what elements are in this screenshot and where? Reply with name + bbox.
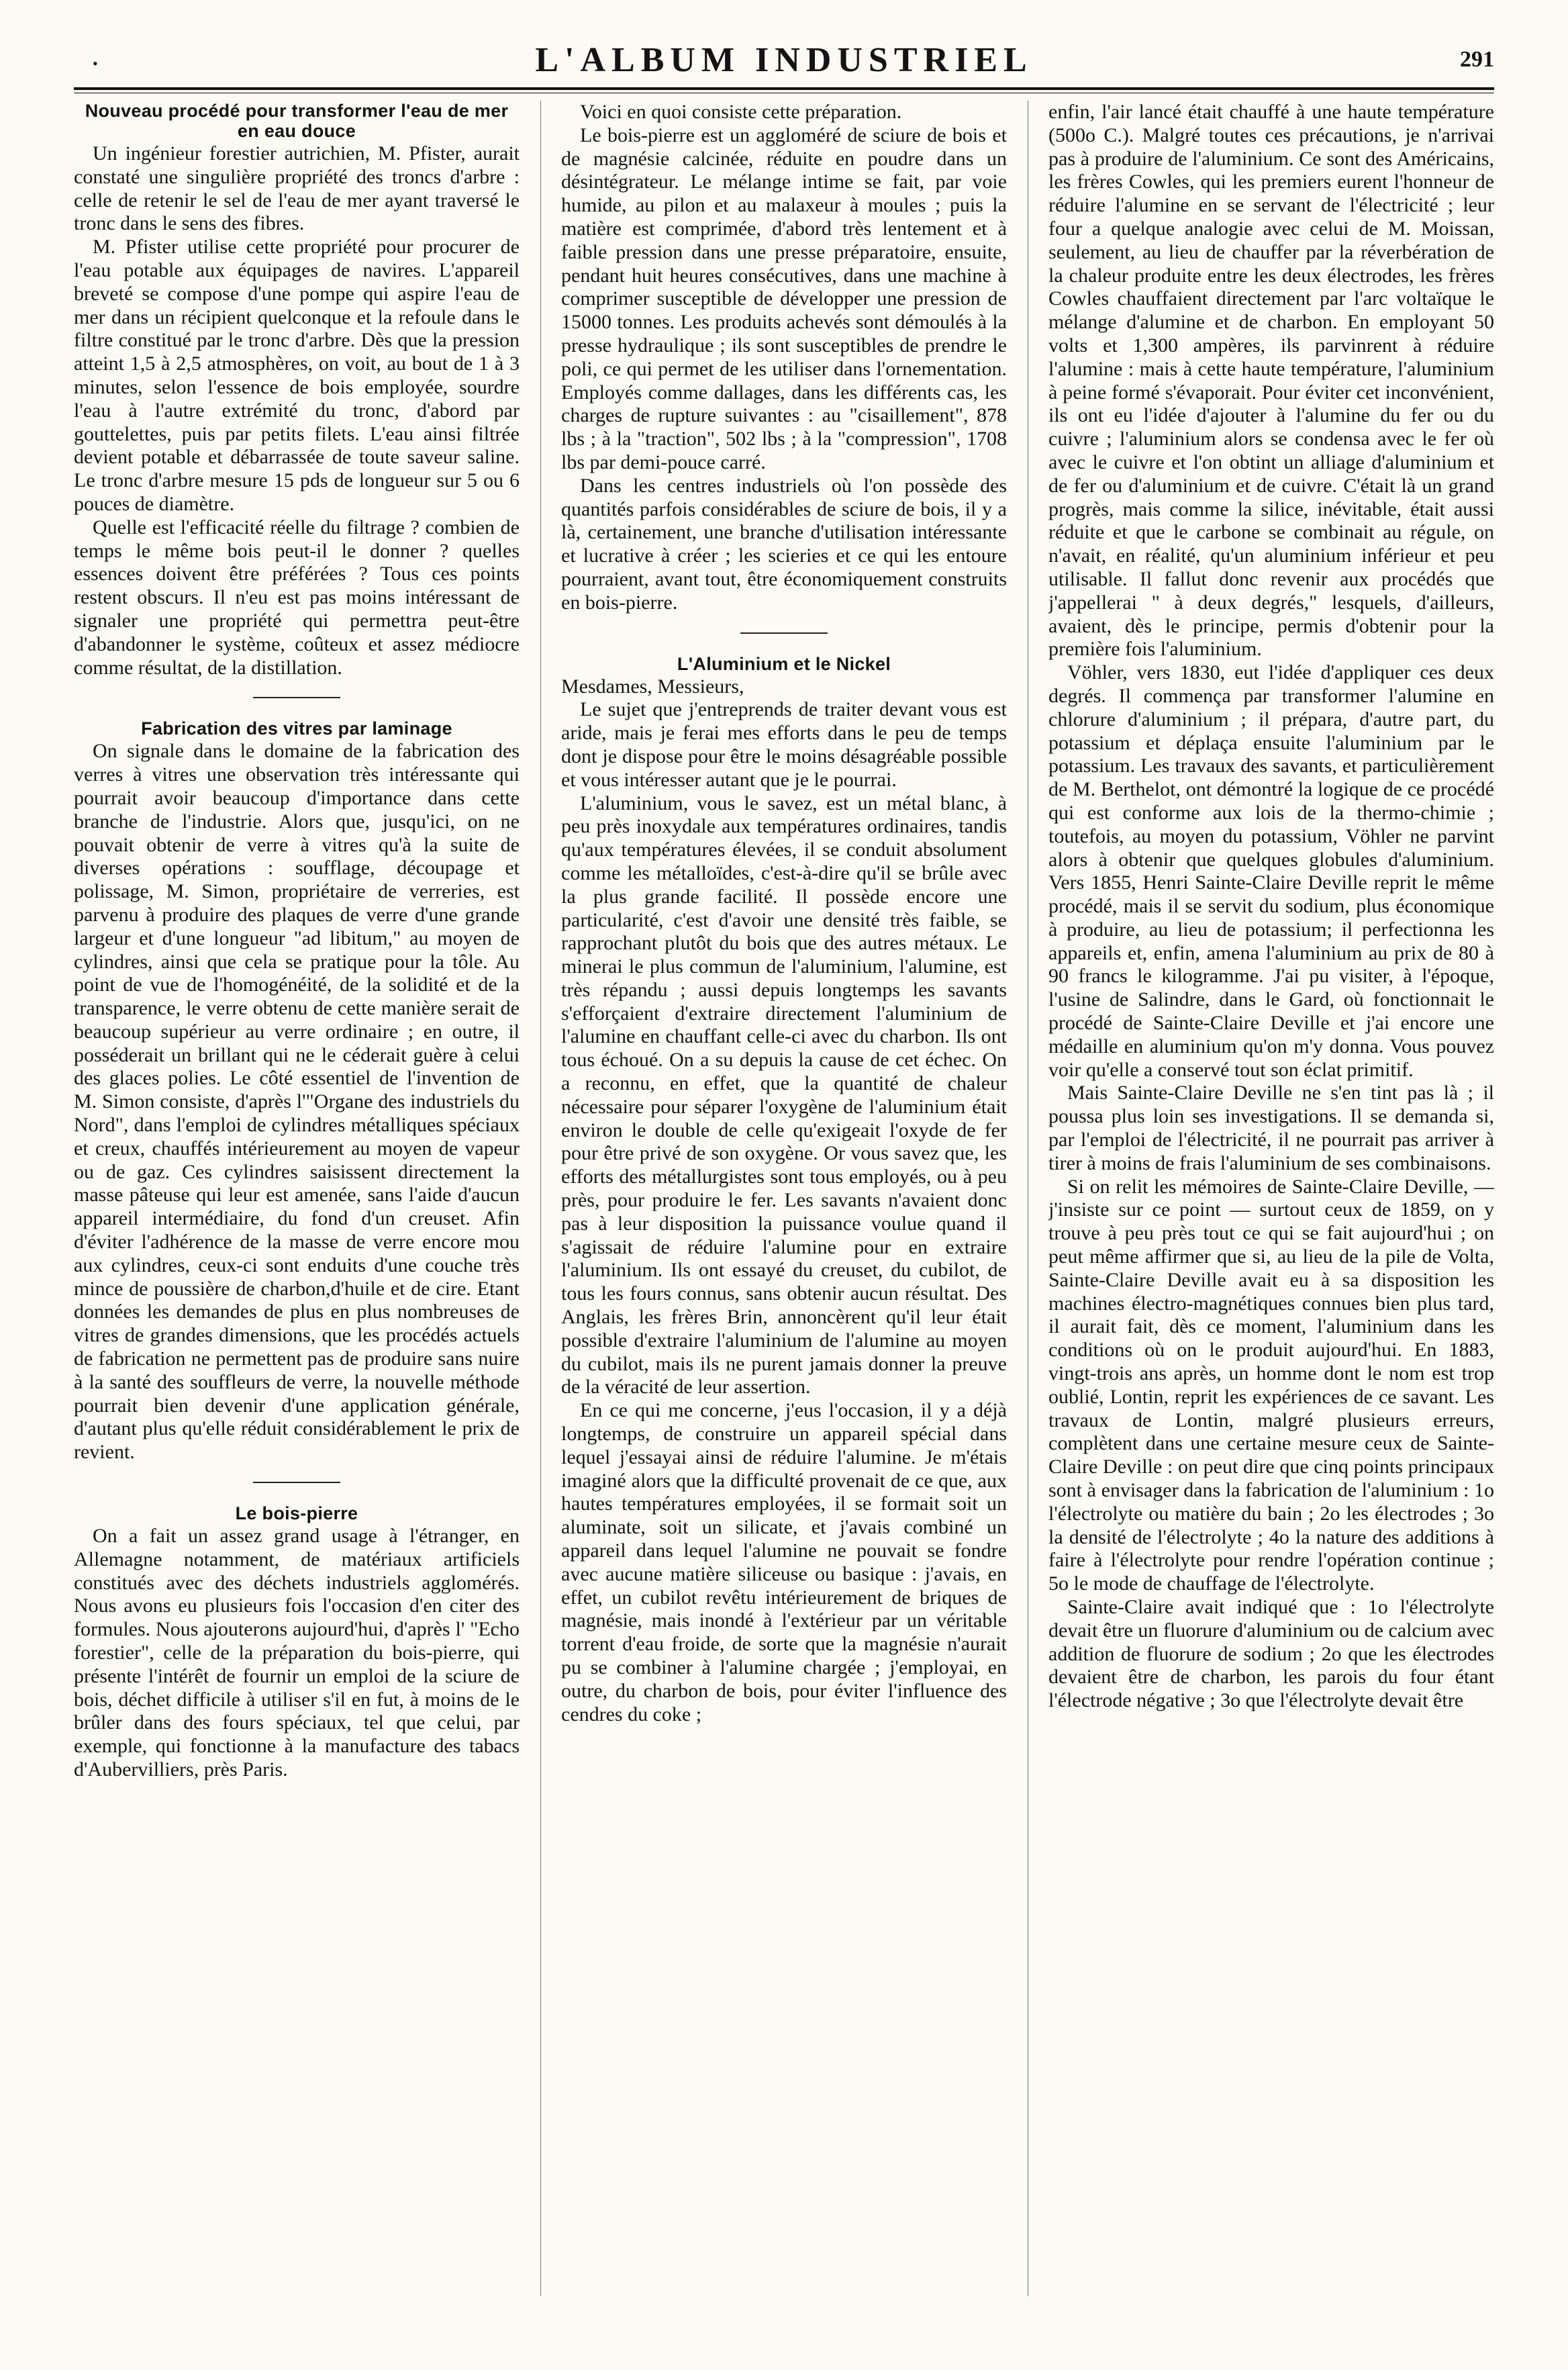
paragraph: Dans les centres industriels où l'on possède des quantités parfois considérables de sciure de bois, il y a là, certainement, une branche d'utilisation intéressante et lucrative à créer ; les scieries et ce qui les entoure pourraient, avant tout, être économiquement construits en bois-pierre. <box>561 474 1007 614</box>
paragraph: On signale dans le domaine de la fabrication des verres à vitres une observation très intéressante qui pourrait avoir beaucoup d'importance dans cette branche de l'industrie. Alors que, jusqu'ici, on ne pouvait obtenir de verre à vitres qu'à la suite de diverses opérations : soufflage, découpage et polissage, M. Simon, propriétaire de verreries, est parvenu à produire des plaques de verre d'une grande largeur et d'une longueur "ad libitum," au moyen de cylindres, ainsi que cela se pratique pour la tôle. Au point de vue de l'homogénéité, de la solidité et de la transparence, le verre obtenu de cette manière serait de beaucoup supérieur au verre ordinaire ; en outre, il posséderait un brillant qui ne le céderait guère à celui des glaces polies. Le côté essentiel de l'invention de M. Simon consiste, d'après l'"Organe des industriels du Nord", dans l'emploi de cylindres métalliques spéciaux et creux, chauffés intérieurement au moyen de vapeur ou de gaz. Ces cylindres saisissent directement la masse pâteuse qui leur est amenée, sans l'aide d'aucun appareil intermédiaire, du fond d'un creuset. Afin d'éviter l'adhérence de la masse de verre encore mou aux cylindres, ceux-ci sont enduits d'une couche très mince de poussière de charbon,d'huile et de cire. Etant données les demandes de plus en plus nombreuses de vitres de grandes dimensions, que les procédés actuels de fabrication ne permettent pas de produire sans nuire à la santé des souffleurs de verre, la nouvelle méthode pourrait bien devenir d'une application générale, d'autant plus qu'elle réduit considérablement le prix de revient. <box>74 740 520 1464</box>
page-number: 291 <box>1460 47 1494 72</box>
section-rule <box>253 1482 340 1483</box>
salutation: Mesdames, Messieurs, <box>561 675 744 698</box>
header-bullet: • <box>93 55 98 72</box>
column-3 <box>1048 101 1494 2316</box>
paragraph: Mais Sainte-Claire Deville ne s'en tint pas là ; il poussa plus loin ses investigations. Il se demanda si, par l'emploi de l'électricité, il ne pourrait pas arriver à tirer à moins de frais l'aluminium de ses combinaisons. <box>1048 1082 1494 1174</box>
paragraph: Quelle est l'efficacité réelle du filtrage ? combien de temps le même bois peut-il le donner ? quelles essences doivent être préférées ? Tous ces points restent obscurs. Il n'eu est pas moins intéressant de signaler une propriété qui permettra peut-être d'abandonner le système, coûteux et assez médiocre comme résultat, de la distillation. <box>74 516 520 679</box>
paragraph: Sainte-Claire avait indiqué que : 1o l'électrolyte devait être un fluorure d'aluminium ou de calcium avec addition de fluorure de sodium ; 2o que les électrodes devaient être de charbon, les parois du four étant l'électrode négative ; 3o que l'électrolyte devait être <box>1048 1596 1494 1712</box>
paragraph: Vöhler, vers 1830, eut l'idée d'appliquer ces deux degrés. Il commença par transformer l'alumine en chlorure d'aluminium ; il prépara, d'autre part, du potassium et déplaça ensuite l'aluminium par le potassium. Les travaux des savants, et particulièrement de M. Berthelot, ont démontré la logique de ce procédé qui est conforme aux lois de la thermo-chimie ; toutefois, au moyen du potassium, Vöhler ne parvint alors à obtenir que quelques globules d'aluminium. Vers 1855, Henri Sainte-Claire Deville reprit le même procédé, mais il se servit du sodium, plus économique à produire, au lieu de potassium; il perfectionna les appareils et, enfin, amena l'aluminium au prix de 80 à 90 francs le kilogramme. J'ai pu visiter, à l'époque, l'usine de Salindre, dans le Gard, où fonctionnait le procédé de Sainte-Claire Deville et j'ai encore une médaille en aluminium qu'on m'y donna. Vous pouvez voir qu'elle a conservé tout son éclat primitif. <box>1048 661 1494 1081</box>
paragraph: Voici en quoi consiste cette préparation. <box>580 101 902 123</box>
column-1 <box>74 101 520 2316</box>
header-rule <box>74 87 1494 90</box>
paragraph: En ce qui me concerne, j'eus l'occasion, il y a déjà longtemps, de construire un appareil spécial dans lequel j'essayai ainsi de réduire l'alumine. Je m'étais imaginé alors que la difficulté provenait de ce que, aux hautes températures employées, il se formait soit un aluminate, soit un silicate, et j'avais combiné un appareil dans lequel l'alumine ne pouvait se fondre avec aucune matière siliceuse ou basique : j'avais, en effet, un cubilot revêtu intérieurement de briques de magnésie, mais inondé à l'extérieur par un véritable torrent d'eau froide, de sorte que la magnésie n'aurait pu se combiner à l'alumine chargée ; j'employai, en outre, du charbon de bois, pour éviter l'influence des cendres du coke ; <box>561 1399 1007 1725</box>
paragraph: Si on relit les mémoires de Sainte-Claire Deville, — j'insiste sur ce point — surtout ceux de 1859, on y trouve à peu près tout ce qui se fait aujourd'hui ; on peut même affirmer que si, au lieu de la pile de Volta, Sainte-Claire Deville avait eu à sa disposition les machines électro-magnétiques connues bien plus tard, il aurait fait, dès ce moment, l'aluminium dans les conditions où on le produit aujourd'hui. En 1883, vingt-trois ans après, un homme dont le nom est trop oublié, Lontin, reprit les expériences de ce savant. Les travaux de Lontin, malgré plusieurs erreurs, complètent dans une certaine mesure ceux de Sainte-Claire Deville : on peut dire que cinq points principaux sont à envisager dans la fabrication de l'aluminium : 1o l'électrolyte ou matière du bain ; 2o les électrodes ; 3o la densité de l'électrolyte ; 4o la nature des additions à faire à l'électrolyte pour rendre l'opération continue ; 5o le mode de chauffage de l'électrolyte. <box>1048 1175 1494 1595</box>
section-rule <box>740 632 828 634</box>
paragraph: enfin, l'air lancé était chauffé à une haute température (500o C.). Malgré toutes ces précautions, je n'arrivai pas à produire de l'aluminium. Ce sont des Américains, les frères Cowles, qui les premiers eurent l'honneur de réduire l'alumine en se servant de l'électricité ; leur four a quelque analogie avec celui de M. Moissan, seulement, au lieu de chauffer par la réverbération de la chaleur produite entre les deux électrodes, les frères Cowles chauffaient directement par l'arc voltaïque le mélange d'alumine et de charbon. En employant 50 volts et 1,300 ampères, ils parvinrent à réduire l'alumine : mais à cette haute température, l'aluminium à peine formé s'évaporait. Pour éviter cet inconvénient, ils ont eu l'idée d'ajouter à l'alumine du fer ou du cuivre ; l'aluminium alors se condensa avec le fer où avec le cuivre et l'on obtint un alliage d'aluminium et de fer ou d'aluminium et de cuivre. C'était là un grand progrès, mais comme la silice, inévitable, était aussi réduite et que le carbone se combinait au régule, on n'avait, en réalité, qu'un aluminium inférieur et peu utilisable. Il fallut donc revenir aux procédés que j'appellerai " à deux degrés," lesquels, d'ailleurs, avaient, dès le principe, permis d'obtenir pour la première fois l'aluminium. <box>1048 101 1494 661</box>
paragraph: Un ingénieur forestier autrichien, M. Pfister, aurait constaté une singulière propriété des troncs d'arbre : celle de retenir le sel de l'eau de mer ayant traversé le tronc dans le sens des fibres. <box>74 142 520 235</box>
paragraph: Le sujet que j'entreprends de traiter devant vous est aride, mais je ferai mes efforts dans le peu de temps dont je dispose pour être le moins désagréable possible et vous intéresser autant que je le pourrai. <box>561 698 1007 791</box>
article-title-eau-douce: Nouveau procédé pour transformer l'eau de mer en eau douce <box>85 101 509 141</box>
article-title-aluminium: L'Aluminium et le Nickel <box>677 653 891 674</box>
column-2 <box>561 101 1007 2316</box>
column-separator <box>540 101 541 2296</box>
article-title-bois-pierre: Le bois-pierre <box>235 1503 358 1524</box>
paragraph: L'aluminium, vous le savez, est un métal blanc, à peu près inoxydale aux températures ordinaires, tandis qu'aux températures élevées, il se conduit absolument comme les métalloïdes, c'est-à-dire qu'il se brûle avec la plus grande facilité. Il possède encore une particularité, c'est d'avoir une densité très faible, se rapprochant plutôt du bois que des autres métaux. Le minerai le plus commun de l'aluminium, l'alumine, est très répandu ; aussi depuis longtemps les savants s'efforçaient d'extraire directement l'aluminium de l'alumine en chauffant celle-ci avec du charbon. Ils ont tous échoué. On a su depuis la cause de cet échec. On a reconnu, en effet, que la quantité de chaleur nécessaire pour séparer l'oxygène de l'aluminium était environ le double de celle qu'exigeait l'oxyde de fer pour être privé de son oxygène. Or vous savez que, les efforts des métallurgistes sont tous employés, ou à peu près, pour produire le fer. Les savants n'avaient donc pas à leur disposition la puissance voulue quand il s'agissait de réduire l'alumine pour en extraire l'aluminium. Ils ont essayé du creuset, du cubilot, de tous les fours connus, sans obtenir aucun résultat. Des Anglais, les frères Brin, annoncèrent qu'il leur était possible d'extraire l'aluminium de l'alumine au moyen du cubilot, mais ils ne purent jamais donner la preuve de la véracité de leur assertion. <box>561 792 1007 1399</box>
paragraph: M. Pfister utilise cette propriété pour procurer de l'eau potable aux équipages de navires. L'appareil breveté se compose d'une pompe qui aspire l'eau de mer dans un récipient quelconque et la refoule dans le filtre constitué par le tronc d'arbre. Dès que la pression atteint 1,5 à 2,5 atmosphères, on voit, au bout de 1 à 3 minutes, selon l'essence de bois employée, sourdre l'eau à l'autre extrémité du tronc, d'abord par gouttelettes, puis par petits filets. L'eau ainsi filtrée devient potable et débarrassée de toute saveur saline. Le tronc d'arbre mesure 15 pds de longueur sur 5 ou 6 pouces de diamètre. <box>74 236 520 515</box>
section-rule <box>253 697 340 698</box>
paragraph: On a fait un assez grand usage à l'étranger, en Allemagne notamment, de matériaux artificiels constitués avec des déchets industriels agglomérés. Nous avons eu plusieurs fois l'occasion d'en citer des formules. Nous ajouterons aujourd'hui, d'après l' "Echo forestier", celle de la préparation du bois-pierre, qui présente l'intérêt de fournir un emploi de la sciure de bois, déchet difficile à utiliser s'il en fut, à moins de le brûler dans des fours spéciaux, tel que celui, par exemple, qui fonctionne à la manufacture des tabacs d'Aubervilliers, près Paris. <box>74 1525 520 1781</box>
paragraph: Le bois-pierre est un aggloméré de sciure de bois et de magnésie calcinée, réduite en poudre dans un désintégrateur. Le mélange intime se fait, par voie humide, au pilon et au malaxeur à moules ; puis la matière est comprimée, d'abord très lentement et à faible pression dans une presse préparatoire, ensuite, pendant huit heures consécutives, dans une machine à comprimer susceptible de développer une pression de 15000 tonnes. Les produits achevés sont démoulés à la presse hydraulique ; ils sont susceptibles de prendre le poli, ce qui permet de les utiliser dans l'ornementation. Employés comme dallages, dans les différents cas, les charges de rupture suivantes : au "cisaillement", 878 lbs ; à la "traction", 502 lbs ; à la "compression", 1708 lbs par demi-pouce carré. <box>561 124 1007 473</box>
newspaper-page <box>74 39 1494 2322</box>
article-title-vitres: Fabrication des vitres par laminage <box>141 718 452 739</box>
running-title: L'ALBUM INDUSTRIEL <box>535 41 1033 79</box>
page-header <box>74 39 1494 86</box>
